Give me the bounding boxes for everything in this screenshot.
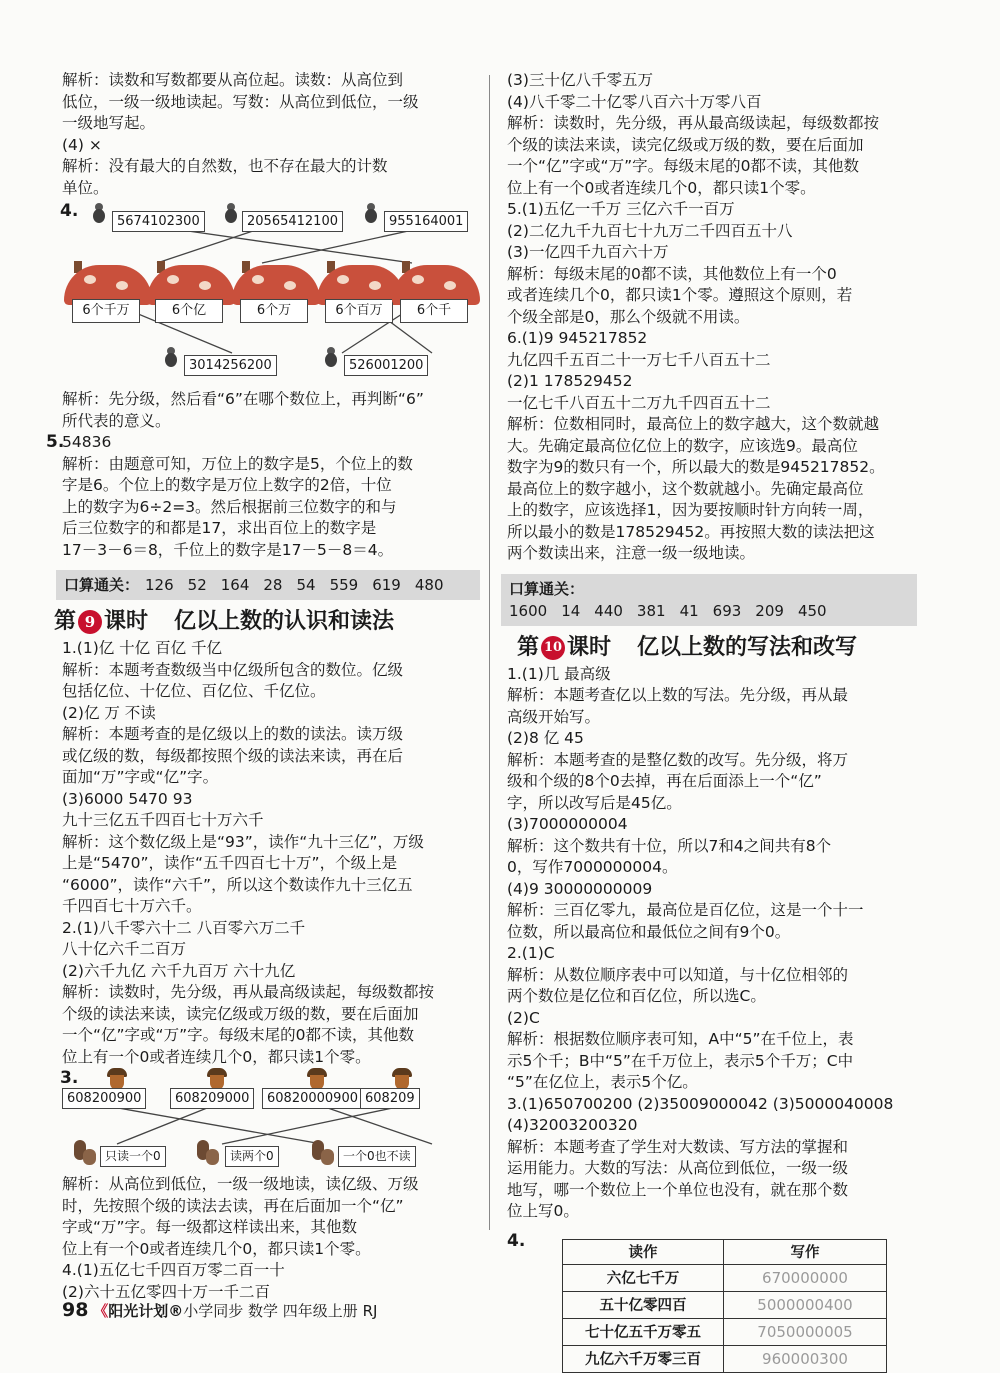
q3-reading-label: 只读一个0 bbox=[100, 1146, 166, 1167]
calc-value: 164 bbox=[220, 576, 250, 594]
text-line: (3)三十亿八千零五万 bbox=[507, 71, 653, 89]
read-write-table bbox=[562, 1239, 887, 1373]
ant-icon bbox=[162, 347, 180, 369]
text-line: 解析：本题考查了学生对大数读、写方法的掌握和 bbox=[507, 1137, 849, 1156]
table-header: 写作 bbox=[724, 1239, 887, 1264]
mushroom-house bbox=[147, 265, 235, 329]
q5-block bbox=[46, 432, 480, 561]
text-line: 1.(1)几 最高级 bbox=[507, 664, 611, 683]
text-line: 或亿级的数，每级都按照个级的读法来读，再在后 bbox=[62, 746, 404, 765]
text-line: (2)六千九亿 六千九百万 六十九亿 bbox=[62, 961, 296, 980]
text-line: 字或“万”字。每一级都这样读出来，其他数 bbox=[62, 1218, 358, 1236]
q4-number: 4. bbox=[507, 1230, 526, 1251]
text-line: 或者连续几个0，都只读1个零。遵照这个原则，若 bbox=[507, 286, 853, 304]
q3-reading-label: 读两个0 bbox=[225, 1146, 279, 1167]
text-line: 解析：本题考查的是亿级以上的数的读法。读万级 bbox=[62, 725, 404, 743]
ant-icon bbox=[90, 203, 108, 225]
mushroom-label: 6个千万 bbox=[72, 299, 140, 323]
lesson-suffix: 课时 bbox=[567, 633, 612, 660]
text-line: 解析：这个数共有十位，所以7和4之间共有8个 bbox=[507, 836, 832, 855]
text-line: 解析：从高位到低位，一级一级地读，读亿级、万级 bbox=[62, 1175, 419, 1193]
table-header: 读作 bbox=[563, 1239, 724, 1264]
text-line: 解析：读数和写数都要从高位起。读数：从高位到 bbox=[62, 71, 404, 89]
acorn-icon bbox=[392, 1068, 412, 1090]
mushroom-house bbox=[232, 265, 320, 329]
calc-value: 559 bbox=[329, 576, 359, 594]
text-line: (3)7000000004 bbox=[507, 815, 628, 833]
calc-value: 450 bbox=[797, 601, 827, 620]
text-line: 解析：三百亿零九，最高位是百亿位，这是一个十一 bbox=[507, 901, 864, 919]
text-line: 解析：先分级，然后看“6”在哪个数位上，再判断“6” bbox=[62, 390, 424, 408]
text-line: 一亿七千八百五十二万九千四百五十二 bbox=[507, 393, 771, 412]
text-line: 解析：本题考查亿以上数的写法。先分级，再从最 bbox=[507, 686, 849, 704]
text-line: 高级开始写。 bbox=[507, 707, 601, 726]
text-line: 千四百七十万六千。 bbox=[62, 897, 202, 915]
text-line: (4)32003200320 bbox=[507, 1116, 638, 1134]
q3-number-box: 608209 bbox=[360, 1088, 420, 1109]
text-line: 最高位上的数字越小，这个数就越小。先确定最高位 bbox=[507, 479, 864, 498]
lesson-number-badge: 9 bbox=[78, 610, 102, 634]
text-line: (2)1 178529452 bbox=[507, 372, 633, 390]
text-line: “5”在亿位上，表示5个亿。 bbox=[507, 1073, 698, 1091]
q4-analysis bbox=[62, 389, 480, 432]
text-line: (2)8 亿 45 bbox=[507, 729, 584, 747]
text-line: 九十三亿五千四百七十万六千 bbox=[62, 811, 264, 829]
text-line: 低位，一级一级地读起。写数：从高位到低位，一级 bbox=[62, 92, 419, 111]
text-line: (4)9 30000000009 bbox=[507, 879, 653, 898]
text-line: 位上有一个0或者连续几个0，都只读1个零。 bbox=[62, 1239, 371, 1258]
calc-bar bbox=[56, 570, 480, 600]
lesson-prefix: 第 bbox=[517, 633, 540, 660]
text-line: 3.(1)650700200 (2)35009000042 (3)5000040008 bbox=[507, 1094, 894, 1113]
text-line: 所以最小的数是178529452。再按照大数的读法把这 bbox=[507, 522, 875, 541]
q4-ant-mushroom-diagram bbox=[62, 201, 480, 389]
calc-value: 41 bbox=[679, 601, 699, 620]
text-line: 级和个级的8个0去掉，再在后面添上一个“亿” bbox=[507, 772, 822, 790]
text-line: 解析：本题考查数级当中亿级所包含的数位。亿级 bbox=[62, 660, 404, 679]
lesson-suffix: 课时 bbox=[104, 608, 149, 634]
ant-icon bbox=[362, 203, 380, 225]
table-row bbox=[563, 1318, 887, 1345]
book-subtitle: 小学同步 数学 四年级上册 RJ bbox=[183, 1302, 378, 1320]
q3-analysis bbox=[62, 1174, 480, 1303]
table-row bbox=[563, 1345, 887, 1372]
lesson-heading: 亿以上数的认识和读法 bbox=[174, 608, 395, 634]
text-line: 时，先按照个级的读法去读，再在后面加一个“亿” bbox=[62, 1196, 404, 1215]
q3-acorn-squirrel-diagram bbox=[62, 1068, 480, 1174]
text-line: 解析：这个数亿级上是“93”，读作“九十三亿”，万级 bbox=[62, 832, 424, 851]
text-line: 八十亿六千二百万 bbox=[62, 940, 187, 958]
text-line: 解析：本题考查的是整亿数的改写。先分级，将万 bbox=[507, 750, 849, 769]
calc-value: 54 bbox=[296, 576, 316, 594]
text-line: 位上有一个0或者连续几个0，都只读1个零。 bbox=[62, 1047, 371, 1066]
ant-icon bbox=[322, 347, 340, 369]
text-line: 九亿四千五百二十一万七千八百五十二 bbox=[507, 350, 771, 369]
text-line: (2)六十五亿零四十万一千二百 bbox=[62, 1282, 270, 1301]
q3-number-box: 60820000900 bbox=[262, 1088, 363, 1109]
calc-value: 381 bbox=[636, 601, 666, 620]
calc-value: 126 bbox=[145, 576, 174, 594]
calc-label: 口算通关： bbox=[509, 579, 585, 598]
left-top-text bbox=[62, 70, 480, 199]
q4-number-box: 20565412100 bbox=[242, 211, 343, 232]
text-line: 4.(1)五亿七千四百万零二百一十 bbox=[62, 1261, 285, 1279]
text-line: 解析：读数时，先分级，再从最高级读起，每级数都按 bbox=[507, 114, 880, 132]
lesson-number-badge: 10 bbox=[541, 636, 565, 660]
calc-value: 14 bbox=[561, 601, 581, 620]
page-footer bbox=[62, 1300, 377, 1321]
acorn-icon bbox=[107, 1068, 127, 1090]
double-arrow-icon: 《 bbox=[93, 1302, 109, 1320]
calc-label: 口算通关： bbox=[64, 576, 140, 594]
mushroom-label: 6个亿 bbox=[155, 299, 223, 323]
text-line: (4) × bbox=[62, 135, 102, 154]
acorn-icon bbox=[307, 1068, 327, 1090]
squirrel-icon bbox=[197, 1140, 221, 1166]
text-line: 面加“万”字或“亿”字。 bbox=[62, 768, 219, 786]
mushroom-label: 6个万 bbox=[240, 299, 308, 323]
calc-bar bbox=[501, 574, 917, 626]
read-cell: 七十亿五千万零五 bbox=[563, 1318, 724, 1345]
read-cell: 五十亿零四百 bbox=[563, 1291, 724, 1318]
text-line: 0，写作7000000004。 bbox=[507, 858, 678, 876]
mushroom-house bbox=[392, 265, 480, 329]
text-line: 上的数字，应该选择1，因为要按顺时针方向转一周， bbox=[507, 501, 874, 519]
text-line: 一个“亿”字或“万”字。每级末尾的0都不读，其他数 bbox=[62, 1026, 414, 1044]
text-line: (3)一亿四千九百六十万 bbox=[507, 243, 669, 261]
text-line: 个级的读法来读，读完亿级或万级的数，要在后面加 bbox=[62, 1004, 419, 1023]
text-line: 解析：位数相同时，最高位上的数字越大，这个数就越 bbox=[507, 415, 880, 433]
ant-icon bbox=[222, 203, 240, 225]
q3-number: 3. bbox=[60, 1068, 79, 1088]
calc-value: 440 bbox=[594, 601, 623, 620]
page-number: 98 bbox=[62, 1299, 89, 1321]
calc-value: 693 bbox=[712, 601, 742, 620]
write-cell: 670000000 bbox=[724, 1264, 887, 1291]
text-line: 1.(1)亿 十亿 百亿 千亿 bbox=[62, 639, 223, 657]
lesson-10-answers bbox=[507, 664, 917, 1223]
table-row bbox=[563, 1291, 887, 1318]
text-line: 两个数位是亿位和百亿位，所以选C。 bbox=[507, 987, 766, 1005]
write-cell: 7050000005 bbox=[724, 1318, 887, 1345]
read-cell: 九亿六千万零三百 bbox=[563, 1345, 724, 1372]
right-column bbox=[507, 70, 917, 1373]
text-line: 一个“亿”字或“万”字。每级末尾的0都不读，其他数 bbox=[507, 157, 859, 175]
text-line: 2.(1)八千零六十二 八百零六万二千 bbox=[62, 918, 306, 937]
text-line: 54836 bbox=[62, 433, 112, 451]
text-line: 解析：由题意可知，万位上的数字是5，个位上的数 bbox=[62, 454, 413, 473]
lesson-prefix: 第 bbox=[54, 608, 77, 634]
right-top-text bbox=[507, 70, 917, 565]
read-cell: 六亿七千万 bbox=[563, 1264, 724, 1291]
text-line: 位上有一个0或者连续几个0，都只读1个零。 bbox=[507, 178, 816, 197]
write-cell: 5000000400 bbox=[724, 1291, 887, 1318]
q4-number: 4. bbox=[60, 201, 79, 221]
text-line: 字是6。个位上的数字是万位上数字的2倍，十位 bbox=[62, 476, 392, 494]
text-line: 个级的读法来读，读完亿级或万级的数，要在后面加 bbox=[507, 135, 864, 154]
text-line: 17－3－6＝8，千位上的数字是17－5－8＝4。 bbox=[62, 540, 394, 559]
acorn-icon bbox=[207, 1068, 227, 1090]
text-line: 解析：从数位顺序表中可以知道，与十亿位相邻的 bbox=[507, 965, 849, 984]
lesson-heading: 亿以上数的写法和改写 bbox=[637, 633, 858, 660]
q5-number: 5. bbox=[46, 432, 65, 452]
mushroom-label: 6个千 bbox=[400, 299, 468, 323]
text-line: “6000”，读作“六千”，所以这个数读作九十三亿五 bbox=[62, 875, 413, 894]
q3-reading-label: 一个0也不读 bbox=[338, 1146, 416, 1167]
calc-value: 52 bbox=[187, 576, 207, 594]
text-line: 所代表的意义。 bbox=[62, 411, 171, 430]
mushroom-house bbox=[64, 265, 152, 329]
squirrel-icon bbox=[312, 1140, 336, 1166]
q3-number-box: 608200900 bbox=[62, 1088, 146, 1109]
text-line: 示5个千；B中“5”在千万位上，表示5个千万；C中 bbox=[507, 1051, 854, 1070]
lesson-title bbox=[54, 604, 480, 638]
text-line: (2)亿 万 不读 bbox=[62, 703, 156, 722]
mushroom-label: 6个百万 bbox=[325, 299, 393, 323]
brand-name: 阳光计划® bbox=[108, 1302, 184, 1320]
text-line: 数字为9的数只有一个，所以最大的数是945217852。 bbox=[507, 458, 885, 476]
text-line: 解析：读数时，先分级，再从最高级读起，每级数都按 bbox=[62, 983, 435, 1001]
q4-number-box: 3014256200 bbox=[184, 355, 277, 376]
text-line: 两个数读出来，注意一级一级地读。 bbox=[507, 544, 756, 562]
q4-number-box: 955164001 bbox=[384, 211, 468, 232]
left-column bbox=[46, 70, 480, 1303]
text-line: 单位。 bbox=[62, 178, 109, 197]
text-line: 包括亿位、十亿位、百亿位、千亿位。 bbox=[62, 682, 326, 700]
table-row bbox=[563, 1264, 887, 1291]
text-line: (3)6000 5470 93 bbox=[62, 789, 193, 808]
text-line: 6.(1)9 945217852 bbox=[507, 329, 648, 347]
text-line: 解析：没有最大的自然数，也不存在最大的计数 bbox=[62, 157, 388, 175]
q3-number-box: 608209000 bbox=[170, 1088, 254, 1109]
squirrel-icon bbox=[74, 1140, 98, 1166]
text-line: 上是“5470”，读作“五千四百七十万”，个级上是 bbox=[62, 854, 398, 872]
q4-number-box: 526001200 bbox=[344, 355, 428, 376]
text-line: 位上写0。 bbox=[507, 1202, 579, 1220]
text-line: (2)C bbox=[507, 1008, 540, 1027]
text-line: 2.(1)C bbox=[507, 944, 555, 962]
q4-number-box: 5674102300 bbox=[112, 211, 205, 232]
calc-value: 480 bbox=[414, 576, 444, 594]
text-line: 字，所以改写后是45亿。 bbox=[507, 793, 682, 812]
calc-value: 619 bbox=[372, 576, 401, 594]
text-line: 5.(1)五亿一千万 三亿六千一百万 bbox=[507, 200, 735, 218]
write-cell: 960000300 bbox=[724, 1345, 887, 1372]
column-divider bbox=[489, 75, 490, 1230]
text-line: 位数，所以最高位和最低位之间有9个0。 bbox=[507, 922, 791, 941]
text-line: (2)二亿九千九百七十九万二千四百五十八 bbox=[507, 221, 793, 240]
calc-value: 1600 bbox=[509, 601, 548, 620]
lesson-9-answers bbox=[62, 638, 480, 1068]
calc-value: 209 bbox=[755, 601, 784, 620]
text-line: 运用能力。大数的写法：从高位到低位，一级一级 bbox=[507, 1159, 849, 1177]
lesson-title bbox=[517, 630, 917, 664]
calc-value: 28 bbox=[263, 576, 283, 594]
text-line: 解析：根据数位顺序表可知，A中“5”在千位上，表 bbox=[507, 1030, 854, 1048]
text-line: 上的数字为6÷2=3。然后根据前三位数字的和与 bbox=[62, 497, 397, 516]
text-line: 地写，哪一个数位上一个单位也没有，就在那个数 bbox=[507, 1180, 849, 1199]
text-line: 一级地写起。 bbox=[62, 114, 156, 132]
text-line: (4)八千零二十亿零八百六十万零八百 bbox=[507, 92, 762, 111]
text-line: 个级全部是0，那么个级就不用读。 bbox=[507, 307, 750, 326]
text-line: 大。先确定最高位亿位上的数字，应该选9。最高位 bbox=[507, 436, 858, 455]
text-line: 后三位数字的和都是17，求出百位上的数字是 bbox=[62, 519, 377, 537]
text-line: 解析：每级末尾的0都不读，其他数位上有一个0 bbox=[507, 264, 837, 283]
